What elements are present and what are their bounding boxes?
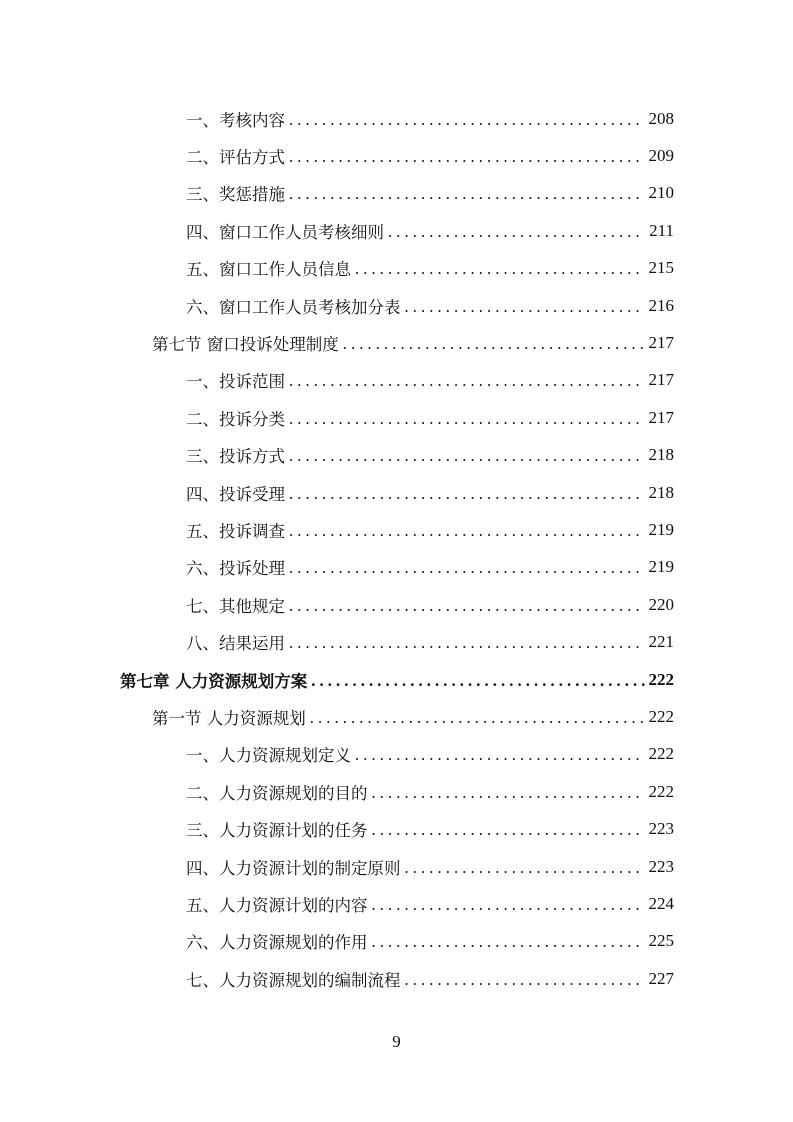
toc-chapter[interactable] xyxy=(0,661,793,698)
toc-label: 七、其他规定 xyxy=(186,596,285,616)
dot-leader xyxy=(289,409,645,429)
toc-label: 二、人力资源规划的目的 xyxy=(186,783,368,803)
toc-section[interactable] xyxy=(0,698,793,735)
toc-label: 二、投诉分类 xyxy=(186,409,285,429)
toc-label: 一、考核内容 xyxy=(186,110,285,130)
dot-leader xyxy=(343,334,645,354)
toc-item[interactable] xyxy=(0,511,793,548)
toc-label: 六、人力资源规划的作用 xyxy=(186,933,368,953)
toc-label: 八、结果运用 xyxy=(186,634,285,654)
dot-leader xyxy=(405,970,645,990)
dot-leader xyxy=(405,858,645,878)
toc-item[interactable] xyxy=(0,362,793,399)
toc-label: 五、投诉调查 xyxy=(186,521,285,541)
toc-page-number: 223 xyxy=(648,856,674,876)
toc-section[interactable] xyxy=(0,324,793,361)
dot-leader xyxy=(289,633,645,653)
toc-item[interactable] xyxy=(0,848,793,885)
toc-item[interactable] xyxy=(0,586,793,623)
toc-page-number: 215 xyxy=(648,258,674,278)
toc-page-number: 223 xyxy=(648,819,674,839)
toc-label: 三、投诉方式 xyxy=(186,447,285,467)
dot-leader xyxy=(289,484,645,504)
toc-page-number: 209 xyxy=(648,146,674,166)
toc-item[interactable] xyxy=(0,623,793,660)
toc-item[interactable] xyxy=(0,773,793,810)
toc-label: 四、人力资源计划的制定原则 xyxy=(186,858,401,878)
toc-page-number: 220 xyxy=(648,594,674,614)
toc-item[interactable] xyxy=(0,923,793,960)
dot-leader xyxy=(372,820,645,840)
page-number: 9 xyxy=(392,1032,401,1051)
toc-label: 六、窗口工作人员考核加分表 xyxy=(186,297,401,317)
toc-label: 三、人力资源计划的任务 xyxy=(186,821,368,841)
dot-leader xyxy=(289,184,645,204)
dot-leader xyxy=(289,446,645,466)
toc-page-number: 211 xyxy=(649,220,674,240)
toc-item[interactable] xyxy=(0,287,793,324)
toc-label: 第七章 人力资源规划方案 xyxy=(120,671,308,691)
toc-page-number: 222 xyxy=(648,781,674,801)
dot-leader xyxy=(372,932,645,952)
toc-item[interactable] xyxy=(0,137,793,174)
toc-item[interactable] xyxy=(0,960,793,997)
toc-label: 四、窗口工作人员考核细则 xyxy=(186,222,384,242)
toc-label: 第一节 人力资源规划 xyxy=(152,708,306,728)
toc-label: 五、人力资源计划的内容 xyxy=(186,895,368,915)
dot-leader xyxy=(289,110,645,130)
dot-leader xyxy=(289,558,645,578)
toc-item[interactable] xyxy=(0,175,793,212)
toc-page-number: 225 xyxy=(648,931,674,951)
dot-leader xyxy=(355,745,645,765)
toc-page-number: 216 xyxy=(648,295,674,315)
dot-leader xyxy=(372,783,645,803)
toc-page-number: 222 xyxy=(648,706,674,726)
toc-label: 一、人力资源规划定义 xyxy=(186,746,351,766)
toc-item[interactable] xyxy=(0,399,793,436)
toc-page-number: 227 xyxy=(648,968,674,988)
toc-item[interactable] xyxy=(0,885,793,922)
dot-leader xyxy=(405,297,645,317)
toc-page-number: 217 xyxy=(648,407,674,427)
dot-leader xyxy=(289,371,645,391)
dot-leader xyxy=(372,895,645,915)
toc-item[interactable] xyxy=(0,437,793,474)
dot-leader xyxy=(310,708,645,728)
toc-page-number: 222 xyxy=(648,669,674,689)
toc-label: 五、窗口工作人员信息 xyxy=(186,260,351,280)
toc-item[interactable] xyxy=(0,250,793,287)
toc-item[interactable] xyxy=(0,810,793,847)
toc-page-number: 210 xyxy=(648,183,674,203)
toc-page-number: 219 xyxy=(648,557,674,577)
toc-page-number: 217 xyxy=(648,333,674,353)
toc-label: 二、评估方式 xyxy=(186,148,285,168)
toc-page-number: 218 xyxy=(648,482,674,502)
toc-item[interactable] xyxy=(0,100,793,137)
toc-item[interactable] xyxy=(0,549,793,586)
dot-leader xyxy=(289,521,645,541)
toc-item[interactable] xyxy=(0,736,793,773)
dot-leader xyxy=(289,147,645,167)
toc-page-number: 219 xyxy=(648,519,674,539)
toc-page-number: 217 xyxy=(648,370,674,390)
toc-label: 四、投诉受理 xyxy=(186,484,285,504)
toc-label: 一、投诉范围 xyxy=(186,372,285,392)
toc-label: 七、人力资源规划的编制流程 xyxy=(186,970,401,990)
dot-leader xyxy=(388,222,645,242)
toc-page-number: 221 xyxy=(648,632,674,652)
toc-label: 三、奖惩措施 xyxy=(186,185,285,205)
toc-item[interactable] xyxy=(0,474,793,511)
toc-label: 第七节 窗口投诉处理制度 xyxy=(152,335,339,355)
toc-label: 六、投诉处理 xyxy=(186,559,285,579)
toc-item[interactable] xyxy=(0,212,793,249)
toc-page-number: 208 xyxy=(648,108,674,128)
toc-page-number: 222 xyxy=(648,744,674,764)
toc-page-number: 218 xyxy=(648,445,674,465)
dot-leader xyxy=(311,671,644,691)
toc-page-number: 224 xyxy=(648,893,674,913)
dot-leader xyxy=(289,596,645,616)
dot-leader xyxy=(355,259,645,279)
table-of-contents xyxy=(0,100,793,997)
